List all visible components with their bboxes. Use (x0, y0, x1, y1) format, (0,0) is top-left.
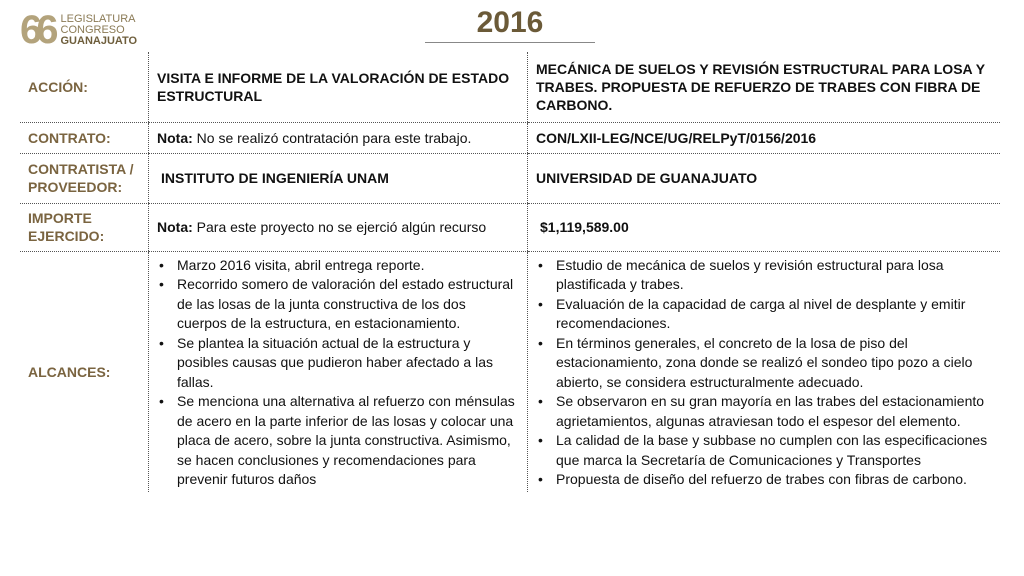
cell-importe-2: $1,119,589.00 (528, 203, 1001, 251)
cell-contrato-1 (149, 122, 528, 153)
row-label: CONTRATO: (20, 122, 149, 153)
row-label: IMPORTE EJERCIDO: (20, 203, 149, 251)
table-row (20, 203, 1000, 251)
logo-text (61, 14, 138, 47)
project-table (20, 52, 1000, 492)
list-item: • Estudio de mecánica de suelos y revisión estructural para losa plastificada y trabes. (556, 256, 992, 295)
page-title: 2016 (425, 6, 595, 43)
cell-contrato-2: CON/LXII-LEG/NCE/UG/RELPyT/0156/2016 (528, 122, 1001, 153)
cell-alcances-2 (528, 251, 1001, 492)
table-row (20, 251, 1000, 492)
list-item: • Propuesta de diseño del refuerzo de trabes con fibras de carbono. (556, 470, 992, 490)
list-item: • Se menciona una alternativa al refuerzo con ménsulas de acero en la parte inferior de las losas y colocar una placa de acero, sobre la junta constructiva. Asimismo, se hacen conclusiones y recomendaciones para prevenir futuros daños (177, 392, 519, 490)
table-row (20, 52, 1000, 122)
cell-contratista-1: INSTITUTO DE INGENIERÍA UNAM (149, 153, 528, 203)
cell-accion-1: VISITA E INFORME DE LA VALORACIÓN DE ESTADO ESTRUCTURAL (149, 52, 528, 122)
cell-importe-1 (149, 203, 528, 251)
list-item: • Se plantea la situación actual de la estructura y posibles causas que pudieron haber afectado a las fallas. (177, 334, 519, 393)
list-item: • La calidad de la base y subbase no cumplen con las especificaciones que marca la Secretaría de Comunicaciones y Transportes (556, 431, 992, 470)
note-label: Nota: (157, 129, 193, 146)
table-row (20, 122, 1000, 153)
list-item: • En términos generales, el concreto de la losa de piso del estacionamiento, zona donde se realizó el sondeo tipo pozo a cielo abierto, se considera estructuralmente adecuado. (556, 334, 992, 393)
row-label: ALCANCES: (28, 363, 111, 380)
table-row (20, 153, 1000, 203)
note-text: No se realizó contratación para este trabajo. (192, 129, 472, 146)
logo-line2: CONGRESO (60, 23, 125, 36)
list-item: • Recorrido somero de valoración del estado estructural de las losas de la junta constructiva de los dos cuerpos de la estructura, en estacionamiento. (177, 275, 519, 334)
logo-number: 66 (20, 8, 53, 52)
bullet-list (157, 256, 519, 490)
note-label: Nota: (157, 219, 193, 235)
list-item: • Marzo 2016 visita, abril entrega reporte. (177, 256, 519, 276)
logo-line3: GUANAJUATO (60, 34, 138, 47)
cell-contratista-2: UNIVERSIDAD DE GUANAJUATO (528, 153, 1001, 203)
logo-line1: LEGISLATURA (60, 12, 136, 25)
cell-alcances-1 (149, 251, 528, 492)
cell-accion-2: MECÁNICA DE SUELOS Y REVISIÓN ESTRUCTURAL PARA LOSA Y TRABES. PROPUESTA DE REFUERZO DE TRABES CON FIBRA DE CARBONO. (528, 52, 1001, 122)
bullet-list (536, 256, 992, 490)
list-item: • Se observaron en su gran mayoría en las trabes del estacionamiento agrietamientos, algunas atraviesan todo el espesor del elemento. (556, 392, 992, 431)
congreso-logo (20, 8, 138, 52)
list-item: • Evaluación de la capacidad de carga al nivel de desplante y emitir recomendaciones. (556, 295, 992, 334)
row-label: CONTRATISTA / PROVEEDOR: (20, 153, 149, 203)
row-label: ACCIÓN: (20, 52, 149, 122)
note-text: Para este proyecto no se ejerció algún recurso (192, 219, 487, 235)
